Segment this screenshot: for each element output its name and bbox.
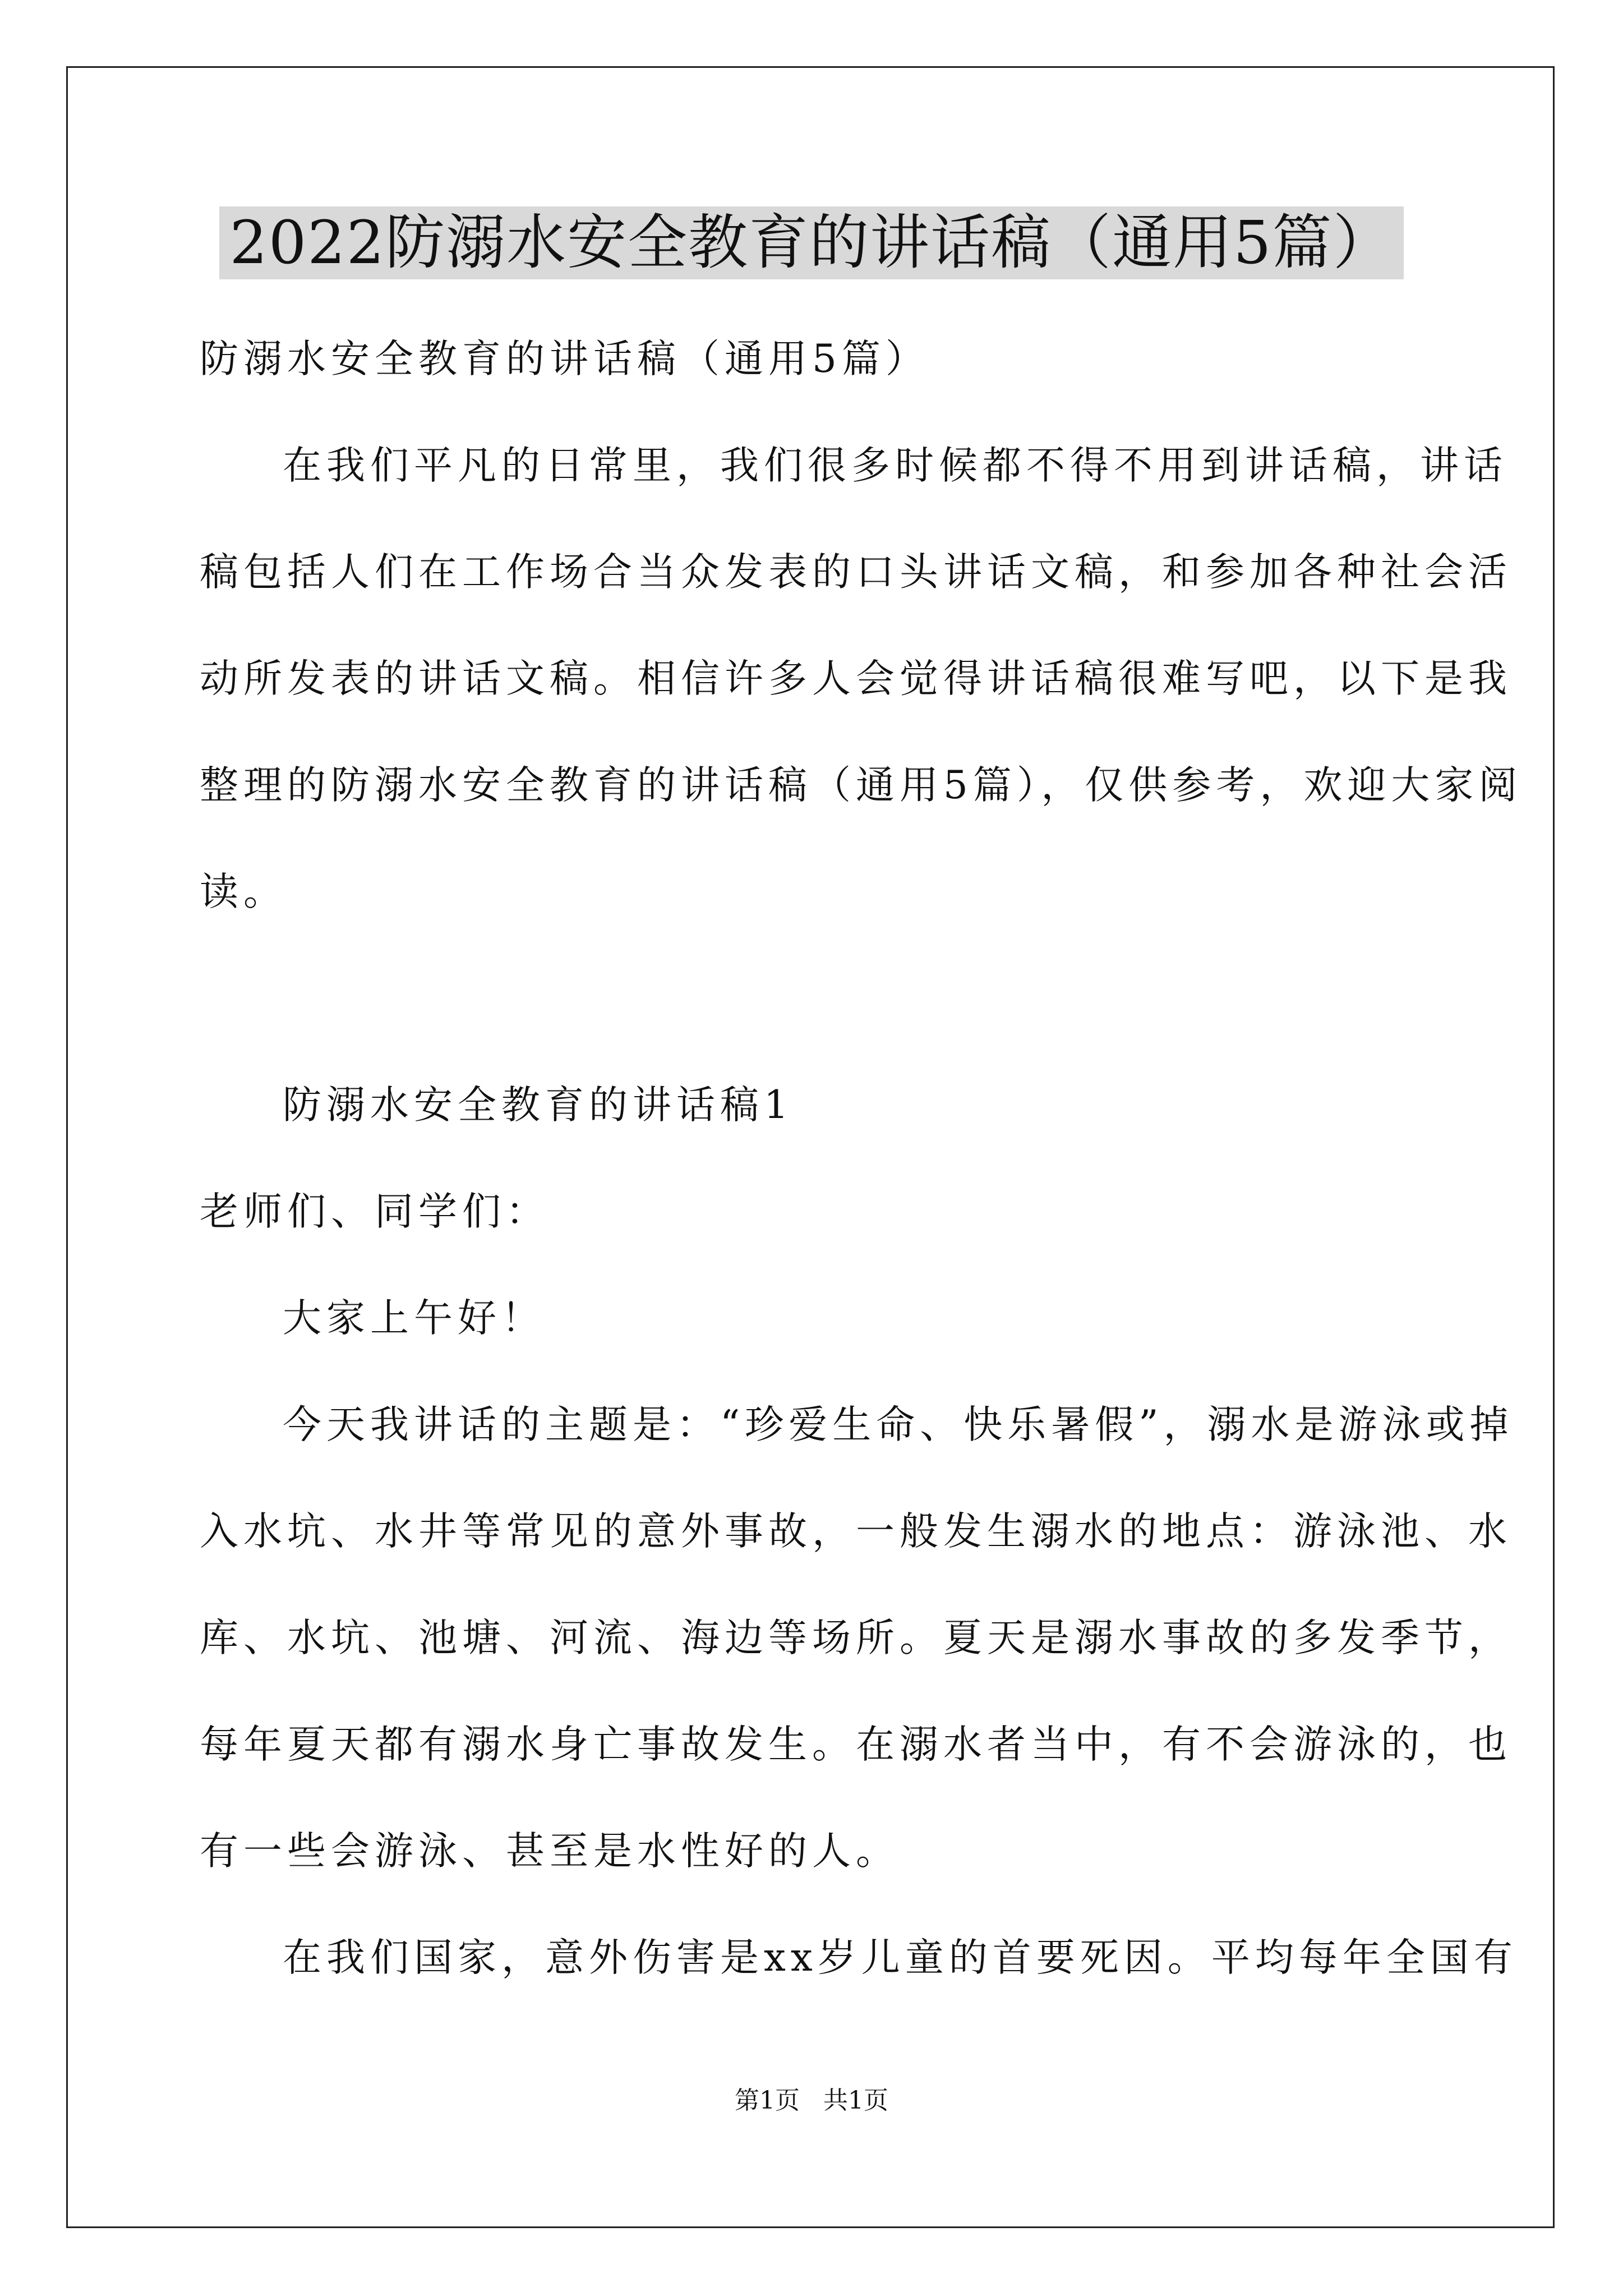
paragraph-line: 库、水坑、池塘、河流、海边等场所。夏天是溺水事故的多发季节，	[200, 1616, 1512, 1660]
paragraph-line: 有一些会游泳、甚至是水性好的人。	[200, 1829, 900, 1874]
paragraph-gap	[200, 945, 1428, 1052]
paragraph-line: 在我们国家，意外伤害是xx岁儿童的首要死因。平均每年全国有	[283, 1935, 1518, 1980]
title-container	[0, 206, 1623, 279]
paragraph-line: 在我们平凡的日常里，我们很多时候都不得不用到讲话稿，讲话	[283, 443, 1507, 488]
paragraph-line: 读。	[200, 869, 287, 914]
document-body	[200, 306, 1523, 2011]
salutation-line: 老师们、同学们：	[200, 1189, 550, 1234]
greeting-line: 大家上午好！	[283, 1296, 545, 1341]
section-heading: 防溺水安全教育的讲话稿1	[283, 1083, 794, 1128]
document-title: 2022防溺水安全教育的讲话稿（通用5篇）	[219, 206, 1403, 279]
paragraph-line: 稿包括人们在工作场合当众发表的口头讲话文稿，和参加各种社会活	[200, 550, 1512, 595]
paragraph-line: 动所发表的讲话文稿。相信许多人会觉得讲话稿很难写吧，以下是我	[200, 656, 1512, 701]
paragraph-line: 整理的防溺水安全教育的讲话稿（通用5篇），仅供参考，欢迎大家阅	[200, 763, 1523, 808]
paragraph-line: 今天我讲话的主题是：“珍爱生命、快乐暑假”，溺水是游泳或掉	[283, 1402, 1514, 1447]
paragraph-line: 每年夏天都有溺水身亡事故发生。在溺水者当中，有不会游泳的，也	[200, 1722, 1512, 1767]
subtitle-line: 防溺水安全教育的讲话稿（通用5篇）	[200, 337, 929, 381]
page-footer: 第1页 共1页	[735, 2086, 888, 2115]
paragraph-line: 入水坑、水井等常见的意外事故，一般发生溺水的地点：游泳池、水	[200, 1509, 1512, 1554]
